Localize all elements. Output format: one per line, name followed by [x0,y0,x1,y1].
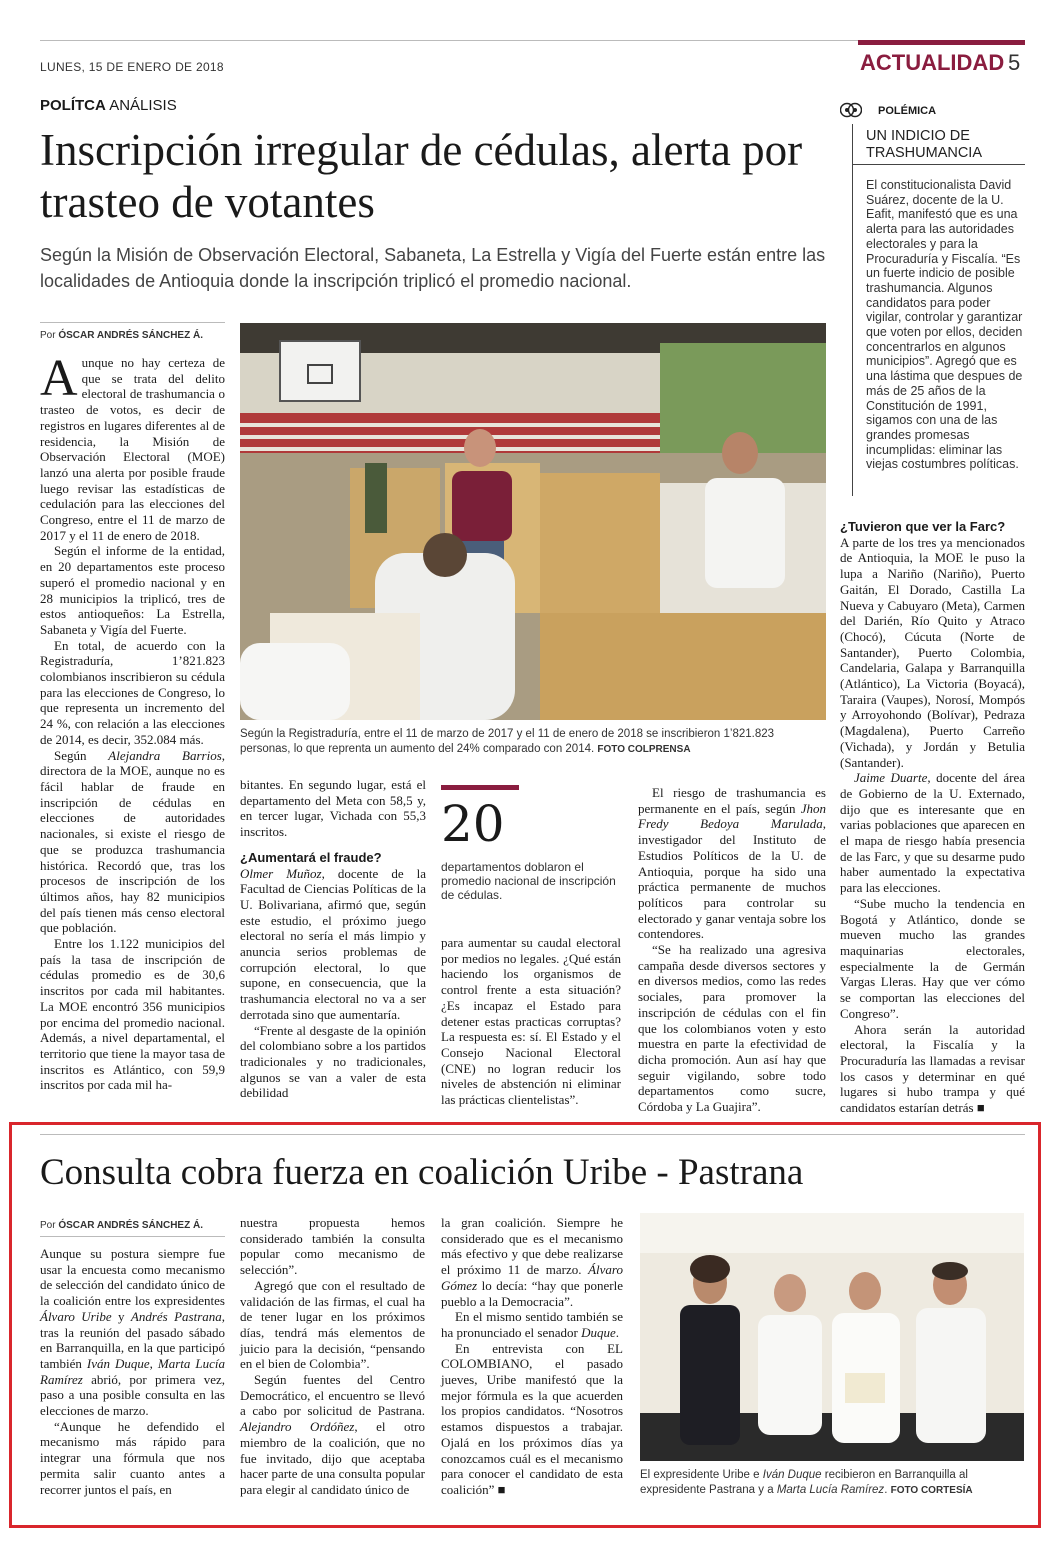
body-paragraph: la gran coalición. Siempre he considerado que es el mecanismo más efectivo y que debe realizarse el próximo 11 de marzo. Álvaro Gómez lo decía: “hay que ponerle pueblo a la Democracia”. [441,1215,624,1309]
article-headline: Inscripción irregular de cédulas, alerta por trasteo de votantes [40,125,803,227]
photo-caption: Según la Registraduría, entre el 11 de marzo de 2017 y el 11 de enero de 2018 se inscribieron 1’821.823 personas, lo que reprenta un aumento del 24% comparado con 2014. FOTO COLPRENSA [240,728,775,755]
article-column-1 [40,350,225,1093]
article-kicker [40,97,177,114]
body-paragraph: Aunque su postura siempre fue usar la encuesta como mecanismo de selección del candidato único de la coalición entre los expresidentes Álvaro Uribe y Andrés Pastrana, tras la reunión del pasado sábado en Barranquilla, en la que participó también Iván Duque, Marta Lucía Ramírez abrió, por primera vez, paso a una posible consulta en las elecciones de marzo. [40,1246,226,1419]
byline-prefix: Por [40,1220,56,1231]
body-paragraph: El riesgo de trashumancia es permanente en el país, según Jhon Fredy Bedoya Marulada, investigador del Instituto de Estudios Políticos de la U. de Antioquia, porque ha sido una práctica permanente de muchos políticos para controlar su electorado y ganar ventaja sobre los contendores. [638,785,826,942]
body-paragraph: En total, de acuerdo con la Registraduría, 1’821.823 colombianos inscribieron su cédula para las elecciones de Congreso, lo que representa un incremento del 24 %, con relación a las elecciones de 2014, es decir, 352.084 más. [40,637,225,747]
sidebar-title-rule [852,164,1025,165]
sidebar-vertical-rule [852,124,853,496]
quoted-name: Olmer Muñoz [240,865,322,881]
body-paragraph: Según Alejandra Barrios, directora de la MOE, aunque no es fácil hablar de fraude en inscripción de cédulas en elecciones de autoridades nacionales, si existe el riesgo de que se produzca trashumancia histórica. Recordó que, tras los procesos de inscripción de los últimos años, hay 82 municipios del país tienen más censo electoral que población. [40,747,225,936]
quoted-name: Jaime Duarte [854,770,928,786]
byline-rule [40,1236,225,1237]
stat-description: departamentos doblaron el promedio nacional de inscripción de cédulas. [441,860,616,902]
kicker-type: ANÁLISIS [109,97,177,114]
subheading: ¿Aumentará el fraude? [240,849,382,865]
body-paragraph: “Sube mucho la tendencia en Bogotá y Atlántico, donde se mueven mucho las grandes maquinarias electorales, especialmente la de Germán Vargas Lleras. Hay que ver cómo se comportan las elecciones del Congreso”. [840,895,1025,1021]
article-byline [40,330,203,341]
end-mark: ■ [976,1100,985,1116]
kicker-section: POLÍTCA [40,97,106,114]
body-paragraph: “Frente al desgaste de la opinión del colombiano sobre a los partidos tradicionales y no tradicionales, algunos se van a valer de esta debilidad [240,1022,426,1101]
body-paragraph: En el mismo sentido también se ha pronunciado el senador Duque. [441,1309,623,1340]
speech-bubbles-icon [840,102,862,118]
voting-photo [240,323,826,720]
body-paragraph: Ahora serán la autoridad electoral, la Fiscalía y la Procuraduría las llamadas a revisar los casos y determinar en qué lugares si hubo trampa y qué candidatos estarían detrás ■ [840,1021,1025,1116]
page-number: 5 [1008,50,1021,75]
article2-column-2 [240,1215,425,1498]
photo-credit: FOTO CORTESÍA [890,1485,973,1496]
coalition-meeting-photo [640,1213,1024,1461]
byline-rule [40,322,225,323]
body-paragraph: Según el informe de la entidad, en 20 departamentos este proceso superó el promedio nacional y en 28 municipios la triplicó, tres de estos antioqueños: La Estrella, Sabaneta y Vigía del Fuerte. [40,543,225,637]
body-paragraph: A parte de los tres ya mencionados de Antioquia, la MOE le puso la lupa a Nariño (Nariño), Puerto Gaitán, El Dorado, Castilla La Nueva y Cabuyaro (Meta), Carmen del Darién, Río Quito y Atraco (Chocó), Cúcuta (Norte de Santander), Puerto Colombia, Candelaria, Galapa y Barranquilla (Atlántico), La Victoria (Boyacá), Taraira (Vaupes), Norosí, Mompós y Arroyohondo (Bolívar), Pedraza (Magdalena), Puerto Carreño (Vichada), y Jordán y Betulia (Santander). [840,534,1025,770]
body-paragraph: Entre los 1.122 municipios del país la tasa de inscripción de cédulas promedio es de 30,6 inscritos por cada mil habitantes. La MOE encontró 356 municipios por encima del promedio nacional. Además, a nivel departamental, el territorio que tiene la mayor tasa de inscritos es Atlántico, con 59,9 inscritos por cada mil ha- [40,936,225,1093]
section-title: ACTUALIDAD [860,50,1005,75]
article-column-2 [240,777,426,1101]
photo2-caption: El expresidente Uribe e Iván Duque recibieron en Barranquilla al expresidente Pastrana y a Marta Lucía Ramírez. FOTO CORTESÍA [640,1469,973,1496]
article-column-3 [441,935,621,1108]
article-deck: Según la Misión de Observación Electoral, Sabaneta, La Estrella y Vigía del Fuerte están entre las localidades de Antioquia donde la inscripción triplicó el promedio nacional. [40,245,826,291]
quoted-name: Jhon Fredy Bedoya Marulada [638,800,826,832]
byline-author: ÓSCAR ANDRÉS SÁNCHEZ Á. [58,330,203,341]
stat-number: 20 [441,795,505,853]
end-mark: ■ [497,1481,506,1497]
article2-column-1 [40,1246,225,1497]
article2-column-3 [441,1215,623,1498]
body-paragraph: Agregó que con el resultado de validación de las firmas, el cual ha de tener lugar en los próximos días, tendrá más elementos de juicio para la decisión, “pensando en el bien de Colombia”. [240,1277,425,1372]
sidebar-kicker: POLÉMICA [878,105,937,117]
body-paragraph: “Se ha realizado una agresiva campaña desde diversos sectores y en diversos medios, como las redes sociales, para promover la inscripción de cédulas con el fin que los colombianos voten y esto muestra en parte la efectividad de dicha promoción. Aun así hay que seguir vigilando, sobre todo departamentos como sucre, Córdoba y La Guajira”. [638,942,826,1115]
sidebar-body: El constitucionalista David Suárez, docente de la U. Eafit, manifestó que es una alerta para las autoridades electorales y para la Procuraduría y Fiscalía. “Es un fuerte indicio de posible trashumancia. Algunos candidatos para poder vigilar, controlar y garantizar que voten por ellos, deciden concentrarlos en algunos municipios”. Agregó que es una lástima que despues de más de 25 años de la Constitución de 1991, sigamos con una de las grandes promesas incumplidas: eliminar las viejas costumbres políticas. [866,178,1023,472]
body-paragraph: para aumentar su caudal electoral por medios no legales. ¿Qué están haciendo los organismos de control frente a esta situación? ¿Es incapaz el Estado para detener estas practicas corruptas? La respuesta es: sí. El Estado y el Consejo Nacional Electoral (CNE) no logran reducir los niveles de abstención ni eliminar las prácticas clientelistas”. [441,935,621,1108]
sidebar-column [840,519,1025,1116]
drop-cap: A [40,350,78,407]
stat-accent-bar [441,785,519,790]
quoted-name: Alejandra Barrios [108,747,222,763]
body-paragraph: nuestra propuesta hemos considerado también la consulta popular como mecanismo de selección”. [240,1215,425,1278]
byline-author: ÓSCAR ANDRÉS SÁNCHEZ Á. [58,1220,203,1231]
sidebar-title: UN INDICIO DE TRASHUMANCIA [866,128,983,161]
body-paragraph: “Aunque he defendido el mecanismo más rápido para integrar una fórmula que nos permita salir cuanto antes a recorrer juntos el país, en [40,1418,225,1497]
body-paragraph: bitantes. En segundo lugar, está el departamento del Meta con 58,5 y, en tercer lugar, Vichada con 55,3 inscritos. [240,777,426,840]
section-accent-bar [858,40,1025,45]
issue-date: LUNES, 15 DE ENERO DE 2018 [40,60,224,74]
article-column-4 [638,785,826,1115]
subheading: ¿Tuvieron que ver la Farc? [840,519,1006,534]
article2-byline [40,1220,203,1231]
body-paragraph: Jaime Duarte, docente del área de Gobierno de la U. Externado, dijo que es interesante que en varias poblaciones que aparecen en el mapa de riesgo había presencia de las Farc, y que su desarme pudo haber aumentado la expectativa para las elecciones. [840,770,1025,896]
article2-headline: Consulta cobra fuerza en coalición Uribe - Pastrana [40,1152,804,1193]
article2-rule [40,1134,1025,1135]
body-paragraph: Según fuentes del Centro Democrático, el encuentro se llevó a cabo por solicitud de Pastrana. Alejandro Ordóñez, el otro miembro de la coalición, que no fue invitado, dijo que aceptaba hacer parte de una consulta popular para elegir al candidato único de [240,1372,425,1497]
body-paragraph: Olmer Muñoz, docente de la Facultad de Ciencias Políticas de la U. Bolivariana, afirmó que, según este estudio, el próximo juego electoral no sería el más limpio y anuncia serios problemas de corrupción electoral, lo que supone, en consecuencia, que la trashumancia electoral no va a ser derrotada sino que aumentaría. [240,865,426,1022]
byline-prefix: Por [40,330,56,341]
photo-credit: FOTO COLPRENSA [597,744,691,755]
lead-paragraph: Aunque no hay certeza de que se trata del delito electoral de trashumancia o trasteo de votos, es decir de registros en lugares diferentes al de residencia, la Misión de Observación Electoral (MOE) lanzó una alerta por posible fraude luego revisar las estadísticas de cedulación para las elecciones del Congreso, entre el 11 de marzo de 2017 y el 11 de enero de 2018. [40,350,225,543]
body-paragraph: En entrevista con EL COLOMBIANO, el pasado jueves, Uribe manifestó que la mejor fórmula es la que acuerden los propios candidatos. “Nosotros estamos dispuestos a trabajar. Ojalá en los próximos días ya conozcamos cuál es el mecanismo para conocer el candidato de esta coalición” ■ [441,1340,623,1497]
